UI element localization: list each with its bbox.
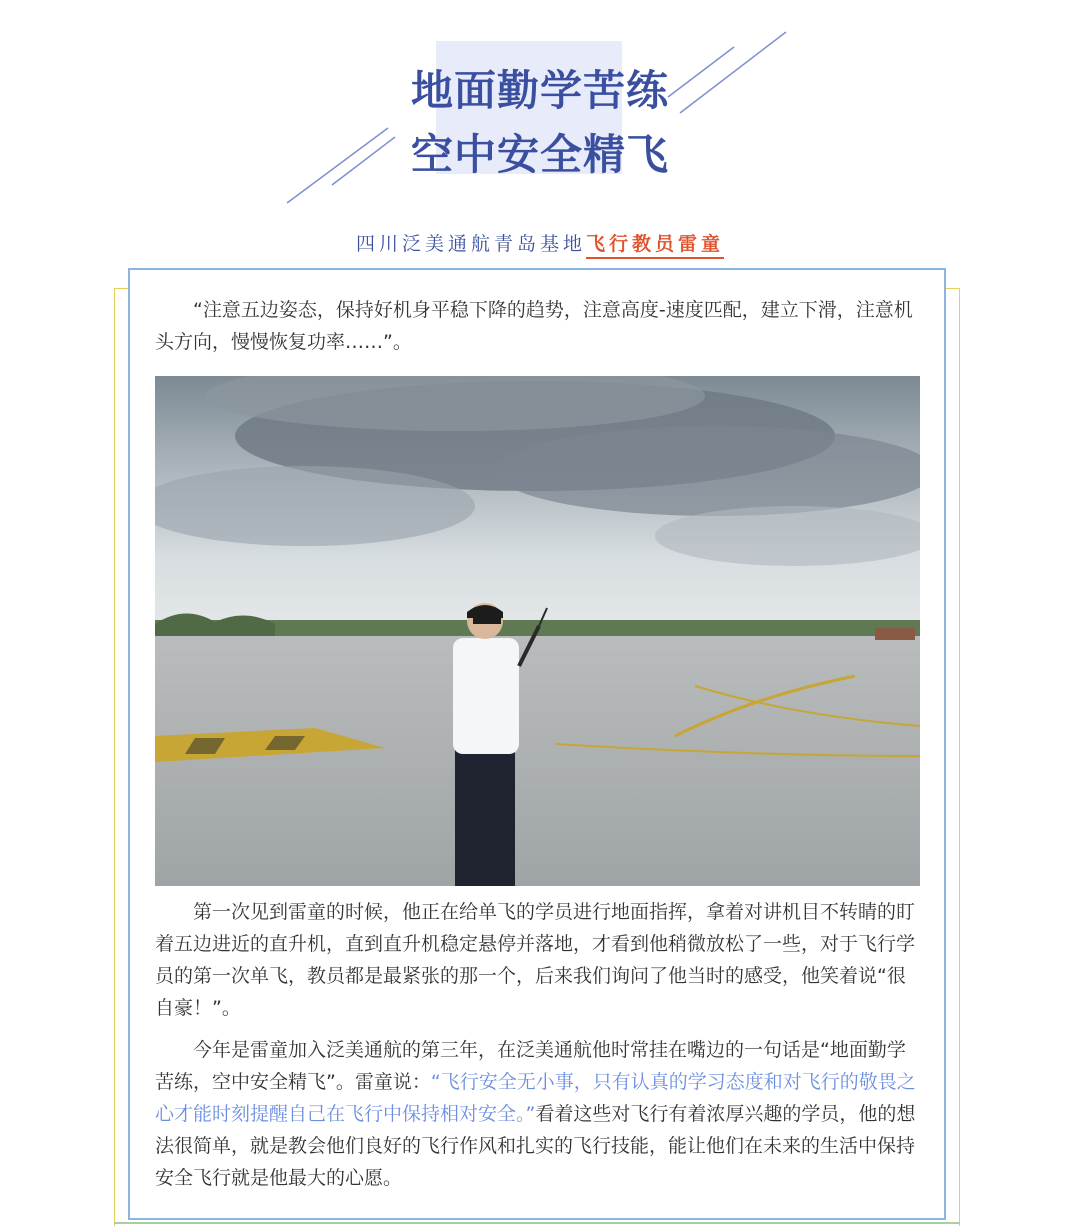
paragraph-3-part-a: 今年是雷童加入泛美通航的第三年，在泛美通航他时常挂在嘴边的一句话是“地面勤学苦练，空中安全精飞”。雷童说： [155,1039,906,1093]
paragraph-3-quote: “飞行安全无小事，只有认真的学习态度和对飞行的敬畏之心才能时刻提醒自己在飞行中保持相对安全。” [155,1071,916,1125]
page-title-line2: 空中安全精飞 [410,130,669,179]
byline-prefix: 四川泛美通航青岛基地 [355,233,586,255]
article-body [155,294,920,1194]
paragraph-2: 第一次见到雷童的时候，他正在给单飞的学员进行地面指挥，拿着对讲机目不转睛的盯着五边进近的直升机，直到直升机稳定悬停并落地，才看到他稍微放松了一些，对于飞行学员的第一次单飞，教员都是最紧张的那一个，后来我们询问了他当时的感受，他笑着说“很自豪！”。 [155,901,916,1019]
title-block [0,0,1080,230]
photo-illustration [155,376,920,886]
page-title-line1: 地面勤学苦练 [410,66,669,115]
byline [0,229,1080,256]
bottom-divider [114,1222,960,1224]
instructor-photo [155,376,920,886]
paragraph-3-part-b: 看着这些对飞行有着浓厚兴趣的学员，他的想法很简单，就是教会他们良好的飞行作风和扎实的飞行技能，能让他们在未来的生活中保持安全飞行就是他最大的心愿。 [155,1103,916,1189]
paragraph-1: “注意五边姿态，保持好机身平稳下降的趋势，注意高度-速度匹配，建立下滑，注意机头方向，慢慢恢复功率……”。 [155,299,913,353]
byline-highlight: 飞行教员雷童 [586,233,724,259]
paragraph-3 [155,1034,920,1194]
